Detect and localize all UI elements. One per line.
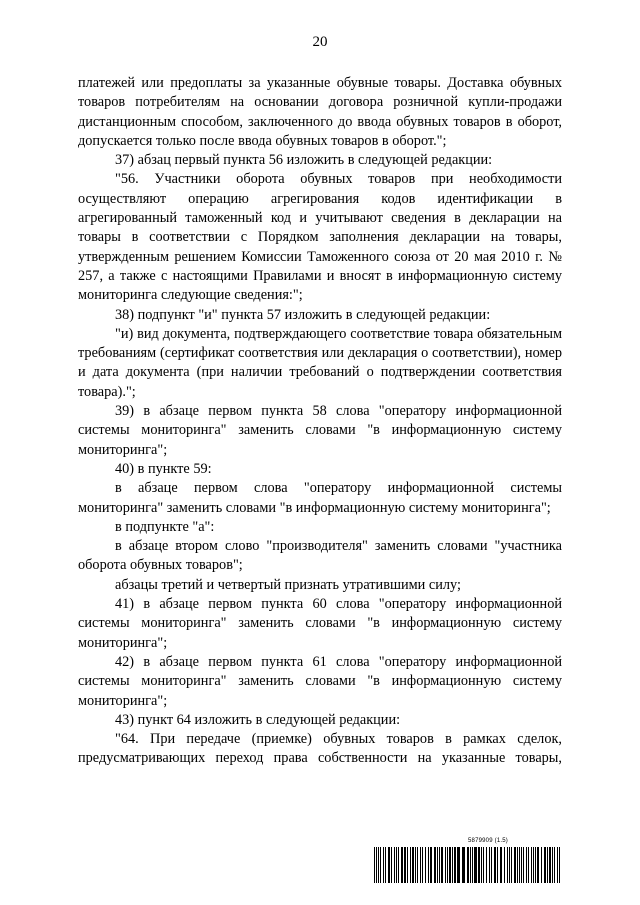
paragraph: в абзаце втором слово "производителя" заменить словами "участника оборота обувных товаров"; [78,538,562,574]
page-number: 20 [312,34,328,50]
paragraph: 42) в абзаце первом пункта 61 слова "оператору информационной системы мониторинга" заменить словами "в информационную систему мониторинга"; [78,653,562,709]
barcode-icon [374,847,562,883]
paragraph: абзацы третий и четвертый признать утратившими силу; [115,576,461,593]
paragraph: 43) пункт 64 изложить в следующей редакции: [115,711,401,728]
paragraph: 37) абзац первый пункта 56 изложить в следующей редакции: [115,152,493,169]
document-body [78,74,562,769]
paragraph: 39) в абзаце первом пункта 58 слова "оператору информационной системы мониторинга" заменить словами "в информационную систему мониторинга"; [78,403,562,458]
paragraph: "64. При передаче (приемке) обувных товаров в рамках сделок, предусматривающих переход права собственности на указанные товары, [78,731,562,767]
paragraph: 40) в пункте 59: [115,460,212,477]
paragraph: в абзаце первом слова "оператору информационной системы мониторинга" заменить словами "в информационную систему мониторинга"; [78,480,562,516]
paragraph: платежей или предоплаты за указанные обувные товары. Доставка обувных товаров потребителям на основании договора розничной купли-продажи дистанционным способом, заключенного до ввода обувных товаров в оборот, допускается только после ввода обувных товаров в оборот."; [78,75,562,149]
paragraph: в подпункте "а": [115,518,215,535]
barcode-caption: 5879909 (1.5) [468,838,508,844]
paragraph: "56. Участники оборота обувных товаров при необходимости осуществляют операцию агрегирования кодов идентификации в агрегированный таможенный код и учитывают сведения в декларации на товары в соответствии с Порядком заполнения декларации на товары, утвержденным решением Комиссии Таможенного союза от 20 мая 2010 г. № 257, а также с настоящими Правилами и вносят в информационную систему мониторинга следующие сведения:"; [78,171,562,304]
paragraph: "и) вид документа, подтверждающего соответствие товара обязательным требованиям (сертификат соответствия или декларация о соответствии), номер и дата документа (при наличии требований о подтверждении соответствия товара)."; [78,325,562,400]
paragraph: 41) в абзаце первом пункта 60 слова "оператору информационной системы мониторинга" заменить словами "в информационную систему мониторинга"; [78,596,562,651]
paragraph: 38) подпункт "и" пункта 57 изложить в следующей редакции: [115,306,491,323]
